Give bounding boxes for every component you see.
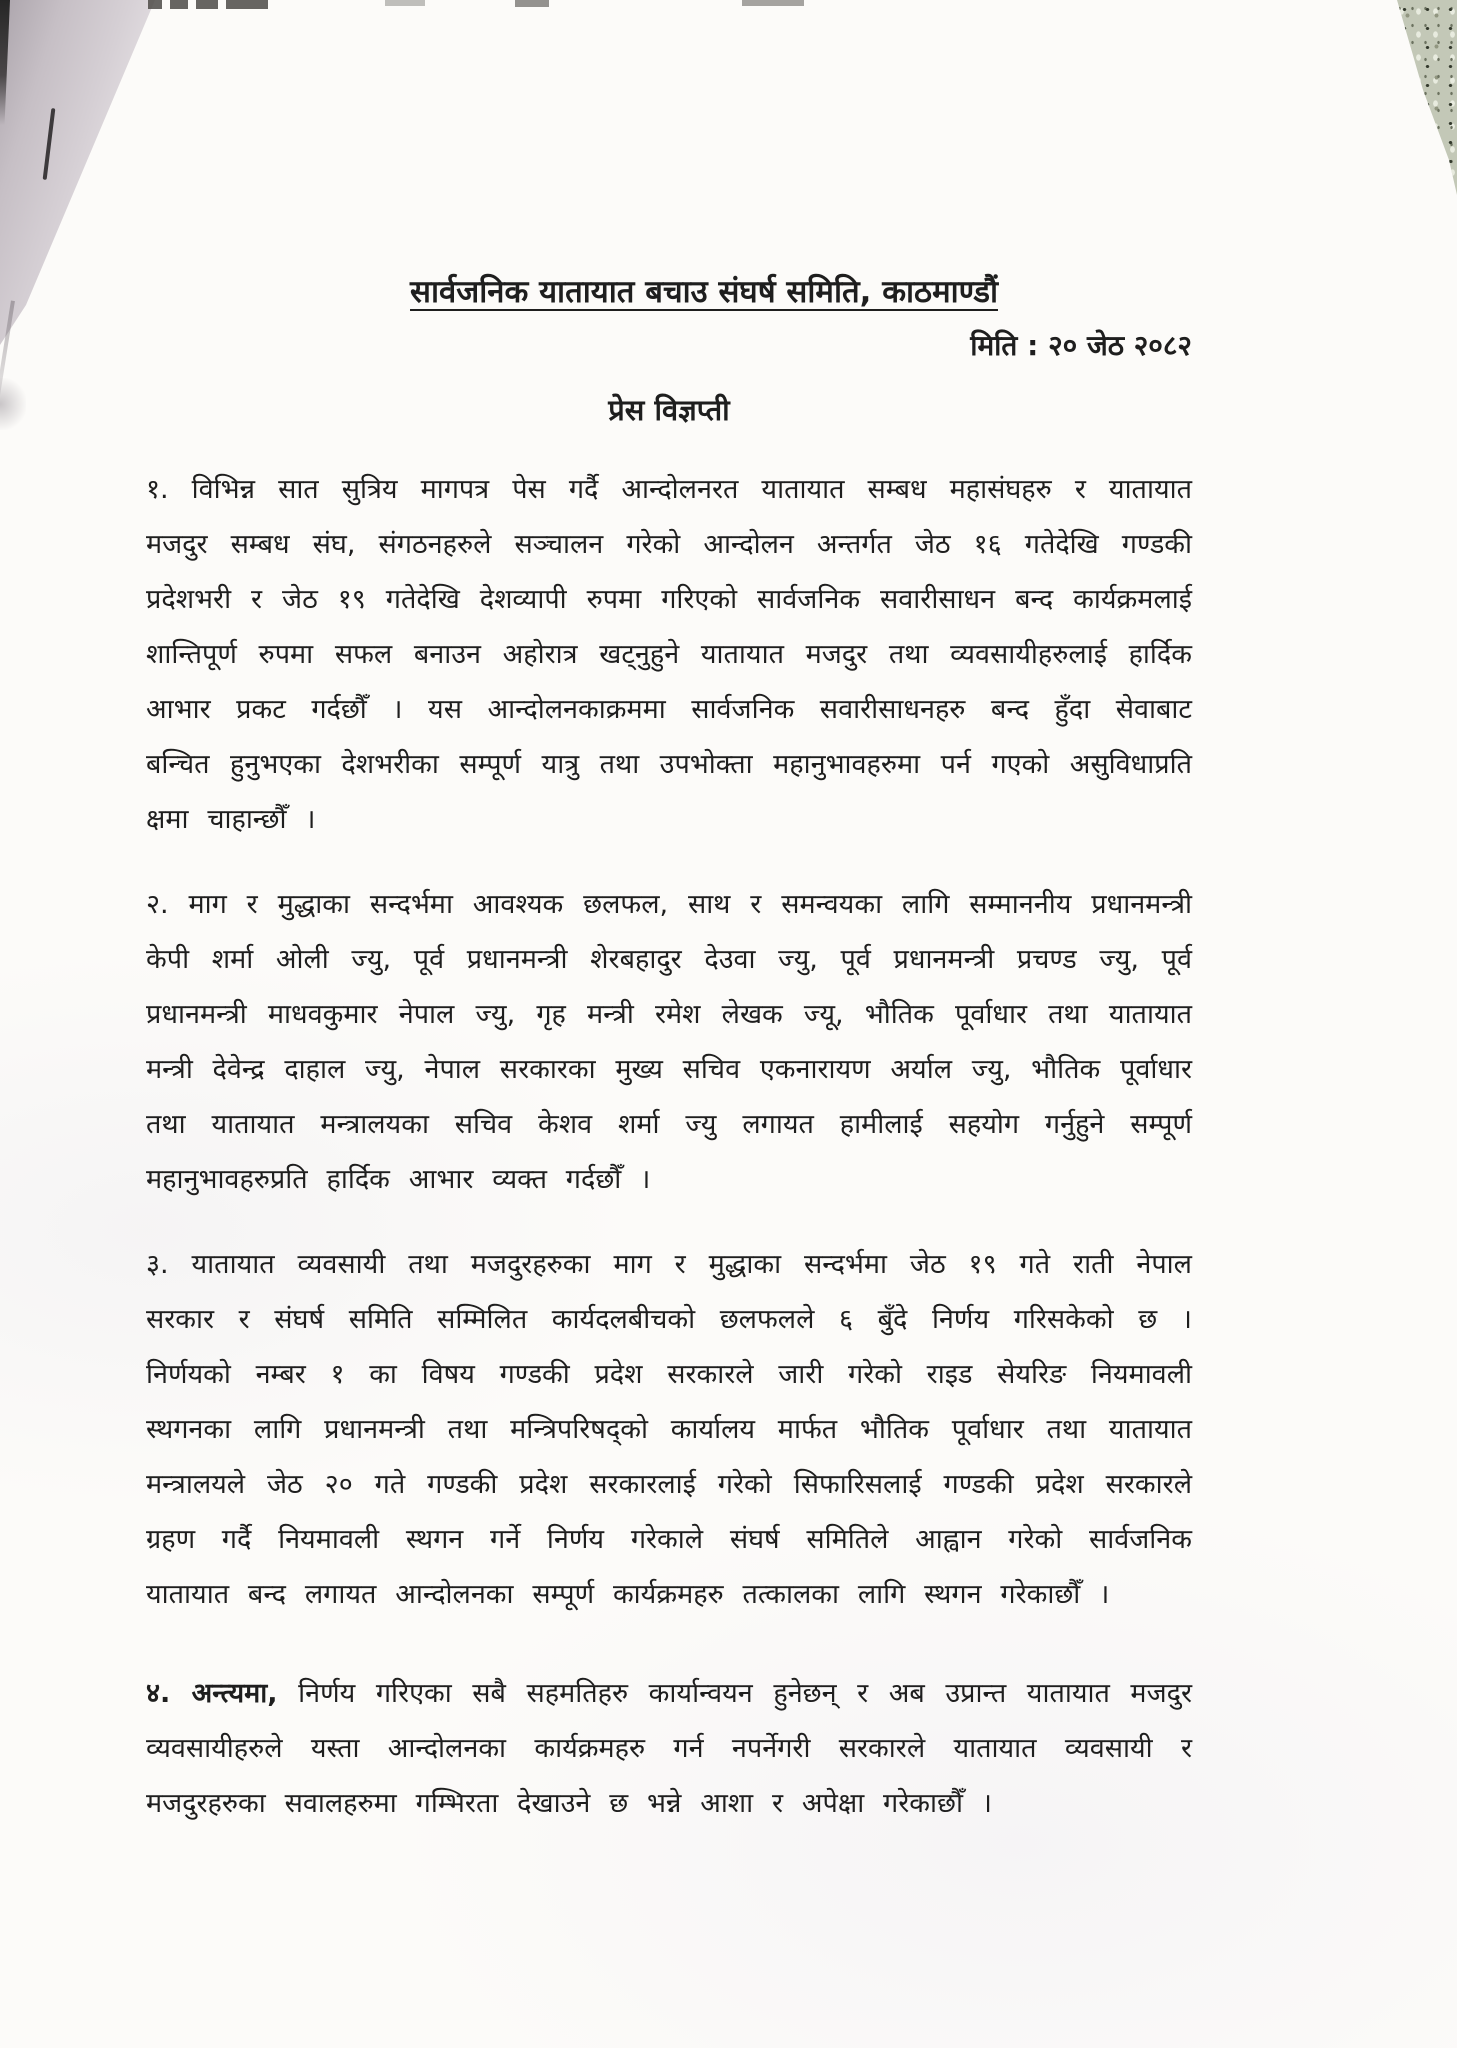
paragraph-1: १. विभिन्न सात सुत्रिय मागपत्र पेस गर्दै आन्दोलनरत यातायात सम्बध महासंघहरु र यातायात मजदुर सम्बध संघ, संगठनहरुले सञ्चालन गरेको आन्दोलन अन्तर्गत जेठ १६ गतेदेखि गण्डकी प्रदेशभरी र जेठ १९ गतेदेखि देशव्यापी रुपमा गरिएको सार्वजनिक सवारीसाधन बन्द कार्यक्रमलाई शान्तिपूर्ण रुपमा सफल बनाउन अहोरात्र खट्नुहुने यातायात मजदुर तथा व्यवसायीहरुलाई हार्दिक आभार प्रकट गर्दछौँ । यस आन्दोलनकाक्रममा सार्वजनिक सवारीसाधनहरु बन्द हुँदा सेवाबाट बन्चित हुनुभएका देशभरीका सम्पूर्ण यात्रु तथा उपभोक्ता महानुभावहरुमा पर्न गएको असुविधाप्रति क्षमा चाहान्छौँ । — [146, 474, 1192, 835]
date-line: मिति : २० जेठ २०८२ — [970, 329, 1192, 362]
scan-edge-artifact — [515, 0, 549, 7]
press-release-heading: प्रेस विज्ञप्ती — [608, 393, 730, 427]
paragraph-4 — [146, 1666, 1192, 1831]
document-body — [146, 268, 1192, 1831]
paragraph-4-lead: ४. अन्त्यमा, — [146, 1678, 278, 1709]
paragraph-2: २. माग र मुद्धाका सन्दर्भमा आवश्यक छलफल, साथ र समन्वयका लागि सम्माननीय प्रधानमन्त्री केपी शर्मा ओली ज्यु, पूर्व प्रधानमन्त्री शेरबहादुर देउवा ज्यु, पूर्व प्रधानमन्त्री प्रचण्ड ज्यु, पूर्व प्रधानमन्त्री माधवकुमार नेपाल ज्यु, गृह मन्त्री रमेश लेखक ज्यू, भौतिक पूर्वाधार तथा यातायात मन्त्री देवेन्द्र दाहाल ज्यु, नेपाल सरकारका मुख्य सचिव एकनारायण अर्याल ज्यु, भौतिक पूर्वाधार तथा यातायात मन्त्रालयका सचिव केशव शर्मा ज्यु लगायत हामीलाई सहयोग गर्नुहुने सम्पूर्ण महानुभावहरुप्रति हार्दिक आभार व्यक्त गर्दछौँ । — [146, 889, 1192, 1195]
paragraph-3: ३. यातायात व्यवसायी तथा मजदुरहरुका माग र मुद्धाका सन्दर्भमा जेठ १९ गते राती नेपाल सरकार र संघर्ष समिति सम्मिलित कार्यदलबीचको छलफलले ६ बुँदे निर्णय गरिसकेको छ । निर्णयको नम्बर १ का विषय गण्डकी प्रदेश सरकारले जारी गरेको राइड सेयरिङ नियमावली स्थगनका लागि प्रधानमन्त्री तथा मन्त्रिपरिषद्को कार्यालय मार्फत भौतिक पूर्वाधार तथा यातायात मन्त्रालयले जेठ २० गते गण्डकी प्रदेश सरकारलाई गरेको सिफारिसलाई गण्डकी प्रदेश सरकारले ग्रहण गर्दै नियमावली स्थगन गर्ने निर्णय गरेकाले संघर्ष समितिले आह्वान गरेको सार्वजनिक यातायात बन्द लगायत आन्दोलनका सम्पूर्ण कार्यक्रमहरु तत्कालका लागि स्थगन गरेकाछौँ । — [146, 1249, 1192, 1610]
torn-corner-texture — [1393, 0, 1457, 195]
scan-edge-smudge — [0, 378, 26, 430]
scan-edge-artifact — [148, 0, 268, 9]
paragraph-4-text: निर्णय गरिएका सबै सहमतिहरु कार्यान्वयन हुनेछन् र अब उप्रान्त यातायात मजदुर व्यवसायीहरुले यस्ता आन्दोलनका कार्यक्रमहरु गर्न नपर्नेगरी सरकारले यातायात व्यवसायी र मजदुरहरुका सवालहरुमा गम्भिरता देखाउने छ भन्ने आशा र अपेक्षा गरेकाछौँ । — [146, 1678, 1192, 1819]
organization-title: सार्वजनिक यातायात बचाउ संघर्ष समिति, काठमाण्डौं — [410, 274, 998, 310]
scan-edge-artifact — [385, 0, 425, 6]
scan-edge-artifact — [742, 0, 804, 6]
